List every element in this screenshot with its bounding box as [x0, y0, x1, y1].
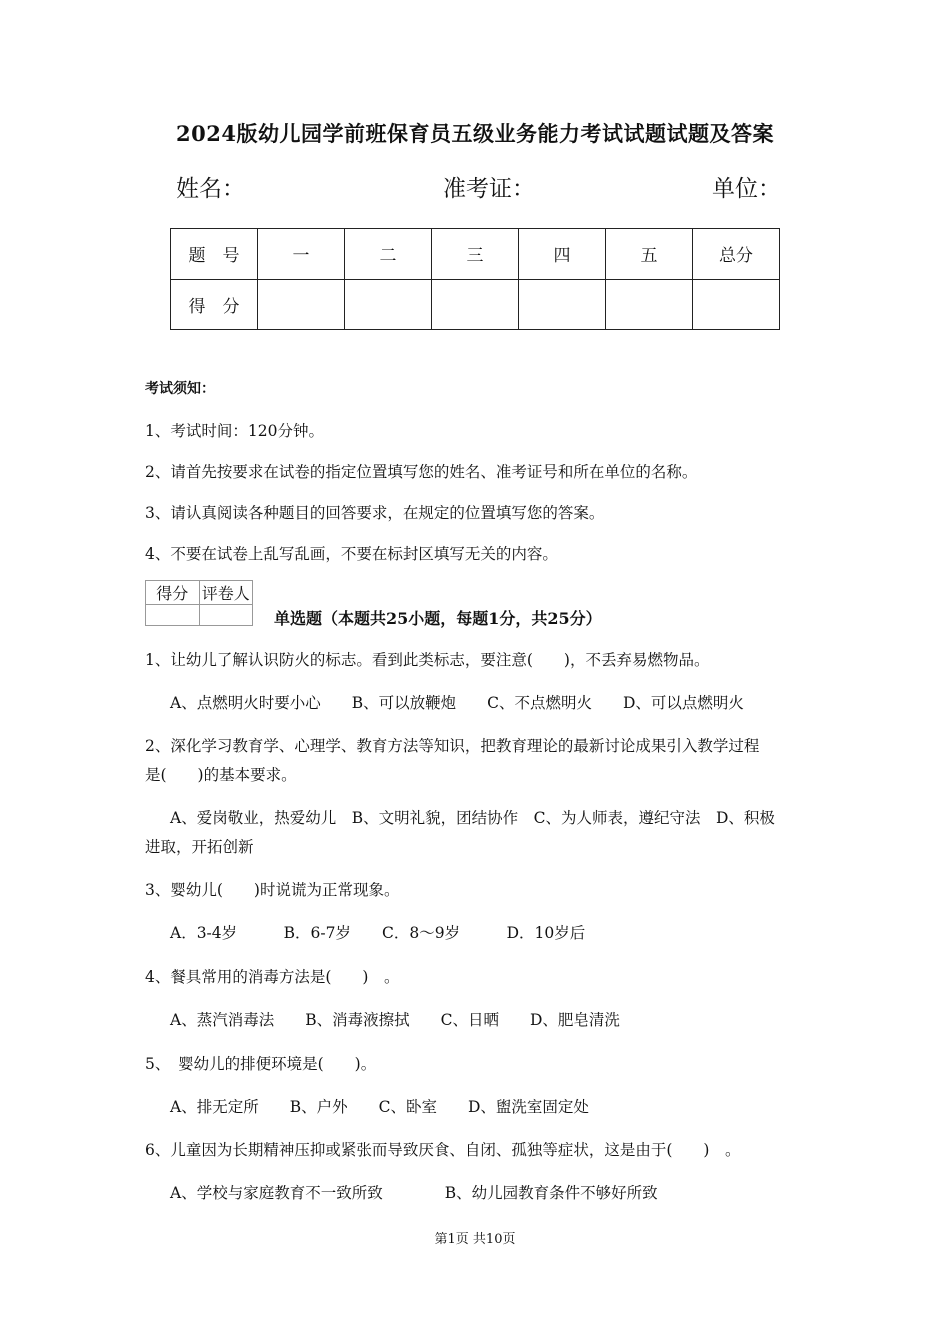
- score-cell[interactable]: [432, 279, 519, 330]
- question-options: 进取，开拓创新: [145, 838, 254, 856]
- question-options: A、爱岗敬业，热爱幼儿 B、文明礼貌，团结协作 C、为人师表，遵纪守法 D、积极: [170, 809, 775, 827]
- question-options: A、蒸汽消毒法 B、消毒液擦拭 C、日晒 D、肥皂清洗: [170, 1011, 620, 1029]
- grader-table: [145, 580, 253, 626]
- score-table: [170, 228, 780, 330]
- score-cell[interactable]: [519, 279, 606, 330]
- score-header-cell: 一: [258, 229, 345, 280]
- grader-score-label: 得分: [146, 581, 200, 605]
- grader-name-label: 评卷人: [199, 581, 253, 605]
- notice-item: 1、考试时间：120分钟。: [145, 422, 324, 440]
- question-stem: 4、餐具常用的消毒方法是( ) 。: [145, 968, 400, 986]
- unit-label: 单位：: [712, 176, 781, 202]
- page-title: 2024版幼儿园学前班保育员五级业务能力考试试题试题及答案: [176, 121, 774, 146]
- question-stem: 6、儿童因为长期精神压抑或紧张而导致厌食、自闭、孤独等症状，这是由于( ) 。: [145, 1141, 741, 1159]
- question-stem: 3、婴幼儿( )时说谎为正常现象。: [145, 881, 400, 899]
- score-row-label: 得 分: [171, 279, 258, 330]
- grader-score-cell[interactable]: [146, 605, 200, 626]
- score-cell[interactable]: [606, 279, 693, 330]
- score-header-cell: 总分: [693, 229, 780, 280]
- score-header-cell: 四: [519, 229, 606, 280]
- score-cell[interactable]: [258, 279, 345, 330]
- question-stem: 1、让幼儿了解认识防火的标志。看到此类标志，要注意( )，不丢弃易燃物品。: [145, 651, 710, 669]
- question-stem: 5、 婴幼儿的排便环境是( )。: [145, 1055, 377, 1073]
- score-cell[interactable]: [345, 279, 432, 330]
- question-options: A、学校与家庭教育不一致所致 B、幼儿园教育条件不够好所致: [170, 1184, 658, 1202]
- name-label: 姓名：: [176, 176, 245, 202]
- question-stem: 是( )的基本要求。: [145, 766, 297, 784]
- score-header-cell: 五: [606, 229, 693, 280]
- question-stem: 2、深化学习教育学、心理学、教育方法等知识，把教育理论的最新讨论成果引入教学过程: [145, 737, 760, 755]
- question-options: A、排无定所 B、户外 C、卧室 D、盥洗室固定处: [170, 1098, 589, 1116]
- section-title: 单选题（本题共25小题，每题1分，共25分）: [274, 609, 602, 628]
- score-header-cell: 三: [432, 229, 519, 280]
- exam-no-label: 准考证：: [443, 176, 535, 202]
- grader-name-cell[interactable]: [199, 605, 253, 626]
- score-cell[interactable]: [693, 279, 780, 330]
- page-footer: 第1页 共10页: [434, 1232, 516, 1247]
- notice-item: 2、请首先按要求在试卷的指定位置填写您的姓名、准考证号和所在单位的名称。: [145, 463, 698, 481]
- score-header-cell: 题 号: [171, 229, 258, 280]
- score-header-cell: 二: [345, 229, 432, 280]
- score-table-score-row: [171, 279, 780, 330]
- notice-item: 4、不要在试卷上乱写乱画，不要在标封区填写无关的内容。: [145, 545, 558, 563]
- notice-heading: 考试须知：: [145, 381, 215, 397]
- question-options: A、点燃明火时要小心 B、可以放鞭炮 C、不点燃明火 D、可以点燃明火: [170, 694, 744, 712]
- question-options: A．3-4岁 B．6-7岁 C．8～9岁 D．10岁后: [170, 924, 586, 942]
- score-table-header-row: [171, 229, 780, 280]
- notice-item: 3、请认真阅读各种题目的回答要求，在规定的位置填写您的答案。: [145, 504, 605, 522]
